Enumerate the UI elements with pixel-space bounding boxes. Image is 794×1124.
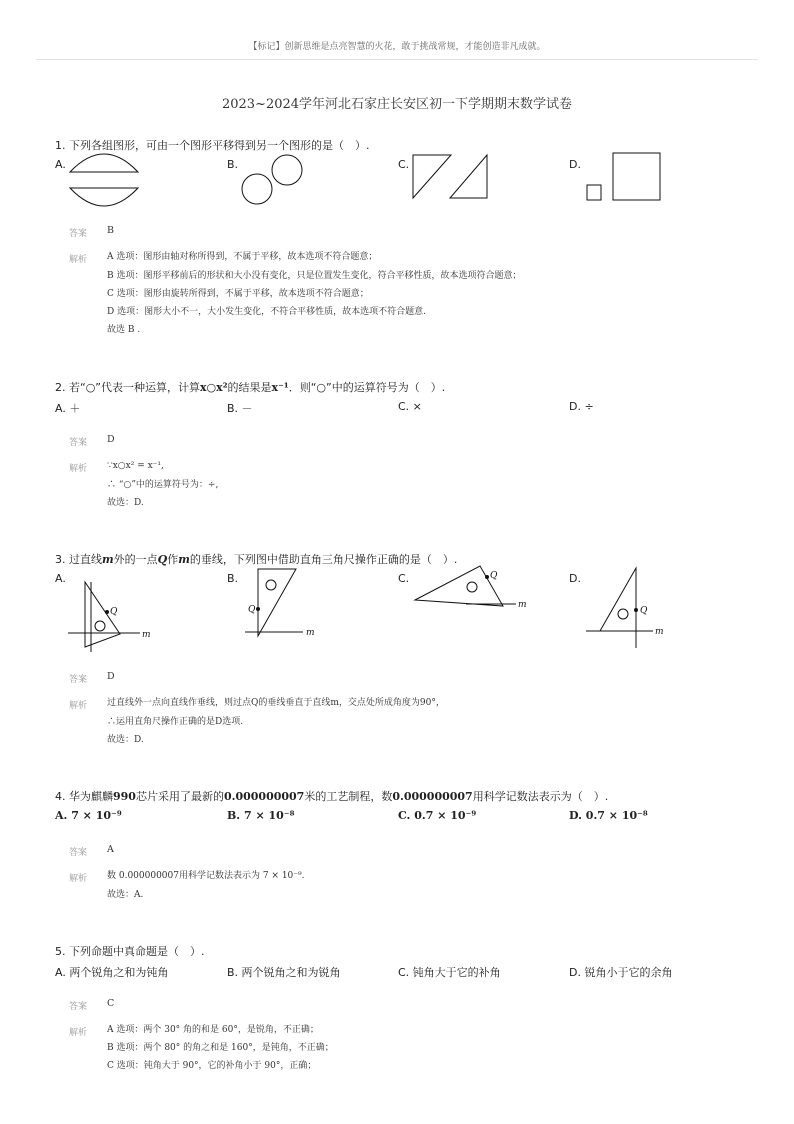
q1-option-d: D. bbox=[569, 158, 581, 171]
svg-text:m: m bbox=[518, 600, 527, 610]
header-motto: 【标记】创新思维是点亮智慧的火花，敢于挑战常规，才能创造非凡成就。 bbox=[248, 42, 546, 52]
q3-figure-b bbox=[245, 569, 315, 638]
q1-option-b: B. bbox=[227, 158, 239, 171]
svg-text:Q: Q bbox=[248, 605, 256, 615]
svg-text:m: m bbox=[142, 630, 151, 640]
q4-option-b: B. 7 × 10⁻⁸ bbox=[227, 809, 295, 822]
q3-option-c: C. bbox=[398, 572, 410, 585]
q4-analysis-line: 数 0.000000007用科学记数法表示为 7 × 10⁻⁹. bbox=[107, 871, 305, 881]
svg-text:Q: Q bbox=[110, 607, 118, 617]
q1-analysis-label: 解析 bbox=[69, 255, 88, 265]
q5-answer-label: 答案 bbox=[69, 1002, 88, 1012]
q1-analysis-line: B 选项：图形平移前后的形状和大小没有变化，只是位置发生变化，符合平移性质，故本选项符合题意； bbox=[107, 271, 522, 281]
q2-option-b: B. － bbox=[227, 402, 253, 415]
q1-analysis-line: D 选项：图形大小不一，大小发生变化，不符合平移性质，故本选项不符合题意. bbox=[107, 307, 426, 317]
q1-stem: 1. 下列各组图形，可由一个图形平移得到另一个图形的是（ ）. bbox=[55, 139, 370, 152]
q3-figure-d bbox=[586, 568, 664, 648]
q1-analysis-line: A 选项：图形由轴对称所得到，不属于平移，故本选项不符合题意； bbox=[107, 252, 378, 262]
q5-analysis-line: C 选项：钝角大于 90°，它的补角小于 90°，正确； bbox=[107, 1061, 317, 1071]
q2-option-a: A. ＋ bbox=[55, 402, 81, 415]
q2-analysis-line: 故选：D. bbox=[107, 498, 144, 508]
q2-stem: 2. 若“○”代表一种运算，计算x○x²的结果是x⁻¹．则“○”中的运算符号为（ ）. bbox=[55, 381, 446, 394]
q4-answer: A bbox=[107, 844, 114, 855]
q5-analysis-label: 解析 bbox=[69, 1028, 88, 1038]
q1-answer-label: 答案 bbox=[69, 229, 88, 239]
q3-figure-a bbox=[68, 582, 151, 652]
q2-option-d: D. ÷ bbox=[569, 400, 594, 413]
q1-answer: B bbox=[107, 225, 114, 236]
q2-option-c: C. × bbox=[398, 400, 422, 413]
q3-analysis-line: 过直线外一点向直线作垂线，则过点Q的垂线垂直于直线m，交点处所成角度为90°， bbox=[107, 698, 445, 708]
q4-answer-label: 答案 bbox=[69, 848, 88, 858]
q3-option-d: D. bbox=[569, 572, 581, 585]
q3-answer: D bbox=[107, 671, 115, 682]
q1-analysis-line: 故选 B . bbox=[107, 325, 141, 335]
q3-analysis-label: 解析 bbox=[69, 701, 88, 711]
q2-analysis-label: 解析 bbox=[69, 464, 88, 474]
q4-analysis-line: 故选：A. bbox=[107, 890, 144, 900]
q5-option-a: A. 两个锐角之和为钝角 bbox=[55, 966, 169, 979]
q5-answer: C bbox=[107, 998, 115, 1009]
q5-option-b: B. 两个锐角之和为锐角 bbox=[227, 966, 341, 979]
q5-analysis-line: B 选项：两个 80° 的角之和是 160°，是钝角，不正确； bbox=[107, 1043, 334, 1053]
svg-text:m: m bbox=[306, 628, 315, 638]
q5-option-d: D. 锐角小于它的余角 bbox=[569, 966, 673, 979]
q4-option-c: C. 0.7 × 10⁻⁹ bbox=[398, 809, 477, 822]
q3-stem: 3. 过直线m外的一点Q作m的垂线，下列图中借助直角三角尺操作正确的是（ ）. bbox=[55, 553, 458, 566]
q4-stem: 4. 华为麒麟990芯片采用了最新的0.000000007米的工艺制程，数0.000000007用科学记数法表示为（ ）. bbox=[55, 790, 609, 803]
q1-option-a: A. bbox=[55, 158, 66, 171]
svg-text:Q: Q bbox=[490, 571, 498, 581]
q4-analysis-label: 解析 bbox=[69, 874, 88, 884]
q5-stem: 5. 下列命题中真命题是（ ）. bbox=[55, 945, 205, 958]
q5-option-c: C. 钝角大于它的补角 bbox=[398, 966, 501, 979]
q3-option-a: A. bbox=[55, 572, 66, 585]
q3-option-b: B. bbox=[227, 572, 239, 585]
q3-analysis-line: ∴运用直角尺操作正确的是D选项. bbox=[107, 717, 244, 727]
q4-option-a: A. 7 × 10⁻⁹ bbox=[55, 809, 122, 822]
q4-option-d: D. 0.7 × 10⁻⁸ bbox=[569, 809, 648, 822]
q1-analysis-line: C 选项：图形由旋转所得到，不属于平移，故本选项不符合题意； bbox=[107, 289, 369, 299]
q3-figure-c bbox=[415, 566, 527, 610]
q2-answer: D bbox=[107, 434, 115, 445]
svg-text:Q: Q bbox=[640, 606, 648, 616]
svg-text:m: m bbox=[655, 627, 664, 637]
q2-analysis-line: ∴ “○”中的运算符号为：÷, bbox=[107, 480, 219, 490]
q2-analysis-line: ∵x○x² = x⁻¹, bbox=[107, 461, 164, 471]
q2-answer-label: 答案 bbox=[69, 438, 88, 448]
q3-analysis-line: 故选：D. bbox=[107, 735, 144, 745]
page-title: 2023~2024学年河北石家庄长安区初一下学期期末数学试卷 bbox=[221, 97, 573, 112]
q1-option-c: C. bbox=[398, 158, 410, 171]
q3-answer-label: 答案 bbox=[69, 675, 88, 685]
q5-analysis-line: A 选项：两个 30° 角的和是 60°，是锐角，不正确； bbox=[107, 1025, 319, 1035]
